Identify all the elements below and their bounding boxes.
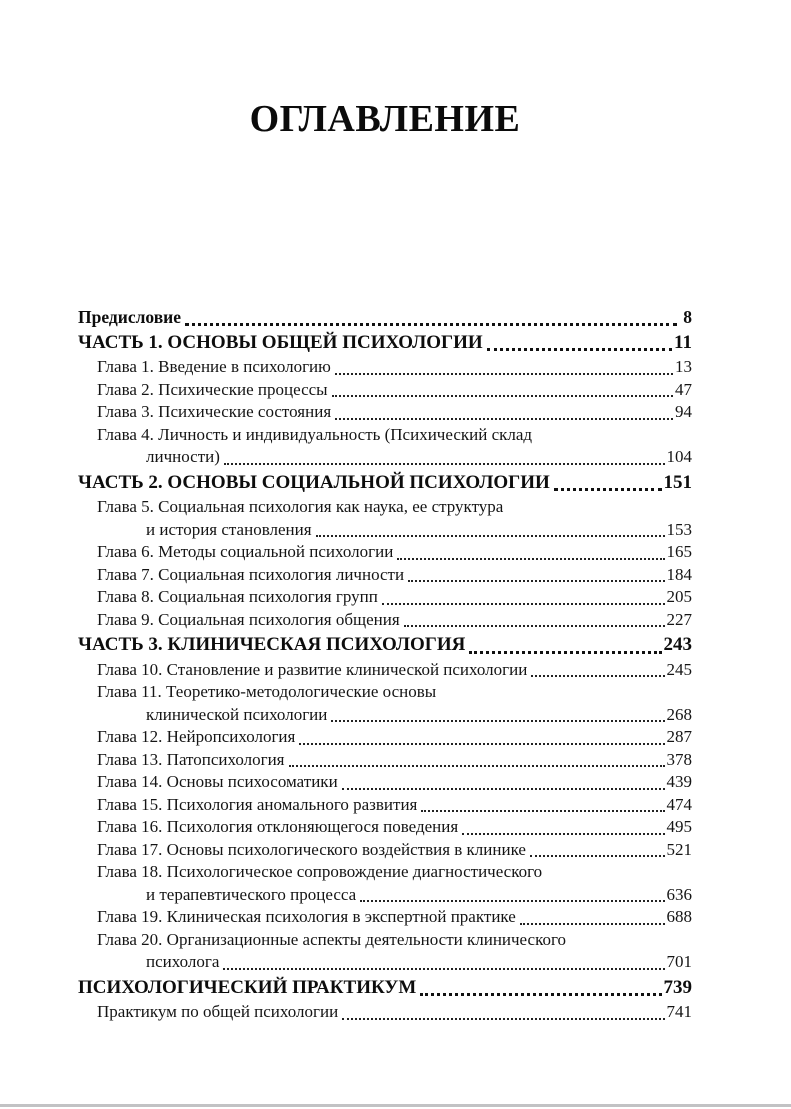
toc-entry <box>78 839 692 862</box>
toc-entry <box>78 1001 692 1024</box>
toc-entry <box>78 929 692 974</box>
toc-entry-page-number: 8 <box>683 307 692 327</box>
toc-entry <box>78 749 692 772</box>
toc-entry-page-number: 739 <box>663 976 692 998</box>
toc-entry-text: Глава 4. Личность и индивидуальность (Психический склад <box>97 424 533 444</box>
toc-entry-page-number: 688 <box>666 907 692 926</box>
dot-leader <box>331 704 664 723</box>
toc-entry <box>78 541 692 564</box>
dot-leader <box>531 659 664 678</box>
toc-entry-line <box>78 634 692 657</box>
toc-entry-line <box>97 906 692 929</box>
toc-entry-text: Глава 16. Психология отклоняющегося поведения <box>97 817 459 836</box>
toc-entry-line <box>97 1001 692 1024</box>
toc-entry-page-number: 227 <box>666 609 692 629</box>
toc-entry-line <box>97 726 692 749</box>
toc-entry-page-number: 47 <box>675 379 692 399</box>
dot-leader <box>408 564 664 583</box>
toc-entry-line-continuation <box>97 446 692 469</box>
toc-entry-text: Глава 7. Социальная психология личности <box>97 564 405 584</box>
toc-entry-text: психолога <box>146 952 220 971</box>
toc-entry-line <box>78 306 692 329</box>
toc-entry-text: Глава 10. Становление и развитие клинической психологии <box>97 659 528 679</box>
toc-entry <box>78 726 692 749</box>
toc-entry-line-continuation <box>97 519 692 542</box>
toc-entry-page-number: 184 <box>666 564 692 584</box>
toc-entry <box>78 356 692 379</box>
toc-entry-text: Глава 5. Социальная психология как наука, ее структура <box>97 497 504 516</box>
toc-entry <box>78 861 692 906</box>
toc-entry-line <box>97 929 692 952</box>
dot-leader <box>299 726 664 745</box>
toc-entry-page-number: 741 <box>666 1002 692 1021</box>
toc-entry-line <box>97 401 692 424</box>
toc-entry-text: Глава 14. Основы психосоматики <box>97 772 338 791</box>
dot-leader <box>342 1001 664 1020</box>
toc-entry-text: Глава 11. Теоретико-методологические основы <box>97 682 437 701</box>
toc-entry-page-number: 205 <box>666 587 692 606</box>
toc-entry-page-number: 378 <box>666 749 692 769</box>
toc-entry <box>78 586 692 609</box>
toc-entry-text: ЧАСТЬ 3. КЛИНИЧЕСКАЯ ПСИХОЛОГИЯ <box>78 634 466 655</box>
toc-entry <box>78 906 692 929</box>
dot-leader <box>397 541 664 560</box>
toc-entry-line <box>78 332 692 355</box>
toc-entry-text: Глава 3. Психические состояния <box>97 402 332 421</box>
dot-leader <box>342 771 665 790</box>
dot-leader <box>335 401 673 420</box>
toc-entry-text: и история становления <box>146 519 312 539</box>
toc-entry-line <box>97 356 692 379</box>
dot-leader <box>420 977 661 997</box>
toc-entries <box>78 306 692 1024</box>
toc-entry-line <box>97 586 692 609</box>
toc-entry-line <box>97 496 692 519</box>
toc-entry-text: Предисловие <box>78 307 182 327</box>
toc-entry-text: Глава 13. Патопсихология <box>97 749 285 769</box>
toc-entry-text: ПСИХОЛОГИЧЕСКИЙ ПРАКТИКУМ <box>78 976 417 998</box>
dot-leader <box>421 794 664 813</box>
toc-entry-text: Глава 12. Нейропсихология <box>97 727 296 746</box>
toc-entry <box>78 424 692 469</box>
toc-entry-page-number: 94 <box>675 402 692 421</box>
toc-entry-line-continuation <box>97 884 692 907</box>
toc-entry-text: Глава 19. Клиническая психология в экспертной практике <box>97 907 516 926</box>
page-title: ОГЛАВЛЕНИЕ <box>249 98 521 140</box>
dot-leader <box>185 306 677 326</box>
dot-leader <box>316 519 665 538</box>
toc-entry <box>78 401 692 424</box>
toc-entry-page-number: 495 <box>666 817 692 836</box>
toc-entry-page-number: 245 <box>666 659 692 679</box>
toc-entry <box>78 472 692 495</box>
dot-leader <box>332 379 673 398</box>
toc-entry-line <box>97 424 692 447</box>
toc-entry <box>78 794 692 817</box>
dot-leader <box>404 609 665 628</box>
toc-entry-line <box>97 564 692 587</box>
toc-entry-page-number: 153 <box>666 519 692 539</box>
toc-entry-text: ЧАСТЬ 1. ОСНОВЫ ОБЩЕЙ ПСИХОЛОГИИ <box>78 331 483 353</box>
dot-leader <box>224 446 665 465</box>
toc-entry-line <box>97 839 692 862</box>
toc-entry-text: личности) <box>146 447 220 466</box>
toc-entry-page-number: 521 <box>666 839 692 859</box>
toc-entry-line <box>78 472 692 495</box>
dot-leader <box>382 586 665 605</box>
toc-entry-page-number: 636 <box>666 884 692 904</box>
toc-entry-line <box>97 681 692 704</box>
toc-entry <box>78 564 692 587</box>
dot-leader <box>469 634 661 654</box>
toc-entry-page-number: 165 <box>666 542 692 561</box>
dot-leader <box>462 816 664 835</box>
toc-entry <box>78 332 692 355</box>
toc-entry-line <box>97 749 692 772</box>
dot-leader <box>530 839 665 858</box>
toc-entry-text: Глава 17. Основы психологического воздействия в клинике <box>97 839 526 859</box>
toc-entry-text: Глава 2. Психические процессы <box>97 379 328 399</box>
toc-entry-line <box>97 379 692 402</box>
dot-leader <box>554 472 662 492</box>
toc-entry <box>78 977 692 1000</box>
dot-leader <box>223 951 664 970</box>
toc-entry-line <box>97 609 692 632</box>
toc-entry-text: ЧАСТЬ 2. ОСНОВЫ СОЦИАЛЬНОЙ ПСИХОЛОГИИ <box>78 471 550 493</box>
toc-entry-page-number: 151 <box>663 471 692 493</box>
dot-leader <box>487 332 672 352</box>
toc-entry-line <box>78 977 692 1000</box>
toc-entry-page-number: 287 <box>666 727 692 746</box>
toc-entry-page-number: 13 <box>675 357 692 376</box>
toc-entry-line <box>97 861 692 884</box>
toc-entry <box>78 379 692 402</box>
page-bottom-edge <box>0 1104 791 1107</box>
toc-entry-text: клинической психологии <box>146 704 328 724</box>
toc-entry-line <box>97 771 692 794</box>
toc-entry-line-continuation <box>97 951 692 974</box>
toc-entry-page-number: 243 <box>663 634 692 655</box>
toc-entry-line <box>97 659 692 682</box>
toc-entry <box>78 771 692 794</box>
toc-entry-text: Глава 6. Методы социальной психологии <box>97 542 394 561</box>
toc-entry-text: и терапевтического процесса <box>146 884 357 904</box>
dot-leader <box>289 749 665 768</box>
toc-entry-page-number: 701 <box>666 952 692 971</box>
toc-entry <box>78 816 692 839</box>
toc-entry <box>78 681 692 726</box>
toc-entry <box>78 609 692 632</box>
toc-entry-text: Глава 9. Социальная психология общения <box>97 609 400 629</box>
toc-entry-line <box>97 541 692 564</box>
toc-entry <box>78 306 692 329</box>
toc-entry-page-number: 439 <box>666 772 692 791</box>
toc-entry-line-continuation <box>97 704 692 727</box>
toc-entry <box>78 496 692 541</box>
dot-leader <box>360 884 664 903</box>
toc-entry <box>78 634 692 657</box>
toc-entry-text: Глава 8. Социальная психология групп <box>97 587 378 606</box>
dot-leader <box>335 356 673 375</box>
toc-entry-line <box>97 794 692 817</box>
toc-entry-page-number: 268 <box>666 704 692 724</box>
toc-entry-line <box>97 816 692 839</box>
toc-entry-text: Практикум по общей психологии <box>97 1002 339 1021</box>
toc-entry-page-number: 474 <box>666 794 692 814</box>
toc-entry-text: Глава 1. Введение в психологию <box>97 357 331 376</box>
toc-entry-page-number: 104 <box>666 447 692 466</box>
toc-entry-text: Глава 15. Психология аномального развития <box>97 794 418 814</box>
toc-entry-page-number: 11 <box>674 331 692 353</box>
toc-entry-text: Глава 20. Организационные аспекты деятельности клинического <box>97 929 567 949</box>
dot-leader <box>520 906 665 925</box>
toc-entry-text: Глава 18. Психологическое сопровождение диагностического <box>97 862 543 881</box>
toc-entry <box>78 659 692 682</box>
